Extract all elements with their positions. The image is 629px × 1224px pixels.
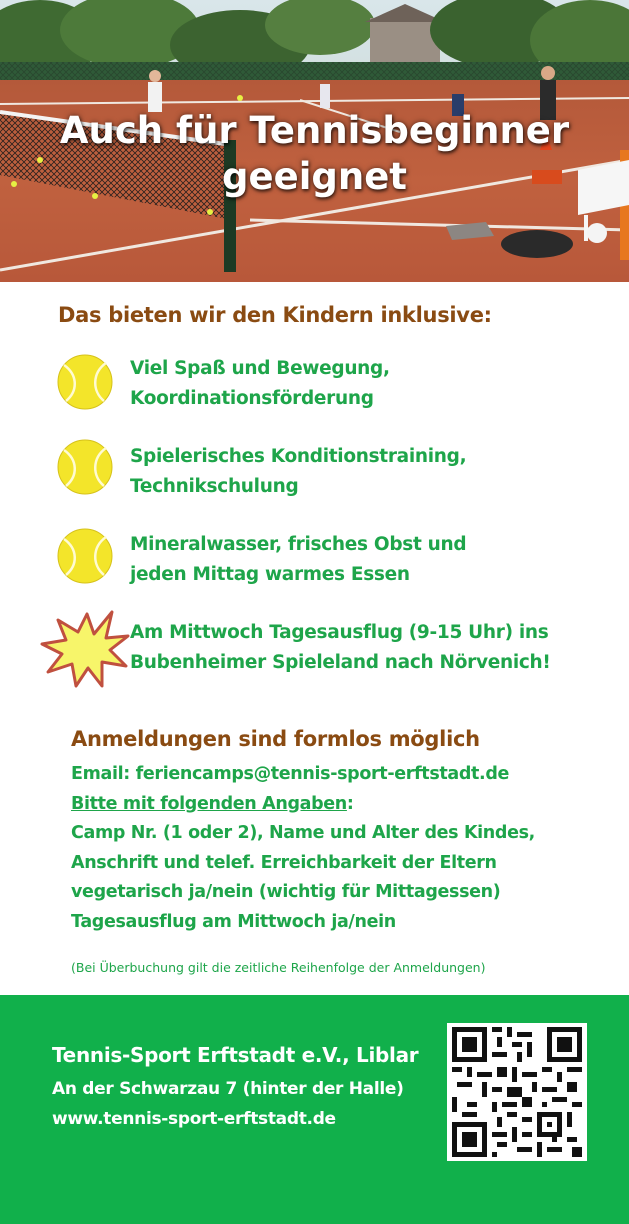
offer-line-2: Bubenheimer Spieleland nach Nörvenich!: [130, 652, 551, 673]
registration-line-trip: Tagesausflug am Mittwoch ja/nein: [71, 911, 396, 932]
details-label-colon: :: [346, 793, 354, 814]
offer-line-2: Koordinationsförderung: [130, 388, 374, 409]
club-name: Tennis-Sport Erftstadt e.V., Liblar: [52, 1043, 419, 1067]
registration-line-address: Anschrift und telef. Erreichbarkeit der Eltern: [71, 852, 497, 873]
offer-line-1: Am Mittwoch Tagesausflug (9-15 Uhr) ins: [130, 622, 549, 643]
registration-details-label: [71, 790, 621, 820]
tennis-ball-icon: [56, 527, 114, 585]
tennis-ball-icon: [56, 353, 114, 411]
tennis-ball-icon: [56, 438, 114, 496]
hero-photo: [0, 0, 629, 282]
offer-line-1: Mineralwasser, frisches Obst und: [130, 534, 467, 555]
qr-code-icon: [452, 1027, 582, 1157]
footer: [0, 995, 629, 1224]
registration-details: [71, 760, 621, 937]
details-label-underlined: Bitte mit folgenden Angaben: [71, 793, 347, 814]
starburst-icon: [40, 610, 130, 690]
hero-title-line-2: geeignet: [222, 155, 407, 198]
club-website: www.tennis-sport-erftstadt.de: [52, 1109, 336, 1129]
registration-line-camp: Camp Nr. (1 oder 2), Name und Alter des Kindes,: [71, 823, 535, 843]
hero-title-line-1: Auch für Tennisbeginner: [59, 109, 570, 152]
registration-line-vegetarian: vegetarisch ja/nein (wichtig für Mittagessen): [71, 882, 501, 902]
offers-heading: Das bieten wir den Kindern inklusive:: [58, 303, 492, 327]
overbooking-note: (Bei Überbuchung gilt die zeitliche Reihenfolge der Anmeldungen): [71, 960, 486, 975]
registration-email: Email: feriencamps@tennis-sport-erftstadt.de: [71, 764, 510, 784]
offer-line-1: Spielerisches Konditionstraining,: [130, 446, 467, 467]
offer-line-2: jeden Mittag warmes Essen: [130, 564, 410, 585]
club-address: An der Schwarzau 7 (hinter der Halle): [52, 1079, 404, 1099]
qr-code: [447, 1023, 587, 1161]
registration-heading: Anmeldungen sind formlos möglich: [71, 727, 480, 751]
offer-line-1: Viel Spaß und Bewegung,: [130, 358, 390, 379]
offer-line-2: Technikschulung: [130, 476, 299, 497]
hero-title: [0, 108, 629, 200]
